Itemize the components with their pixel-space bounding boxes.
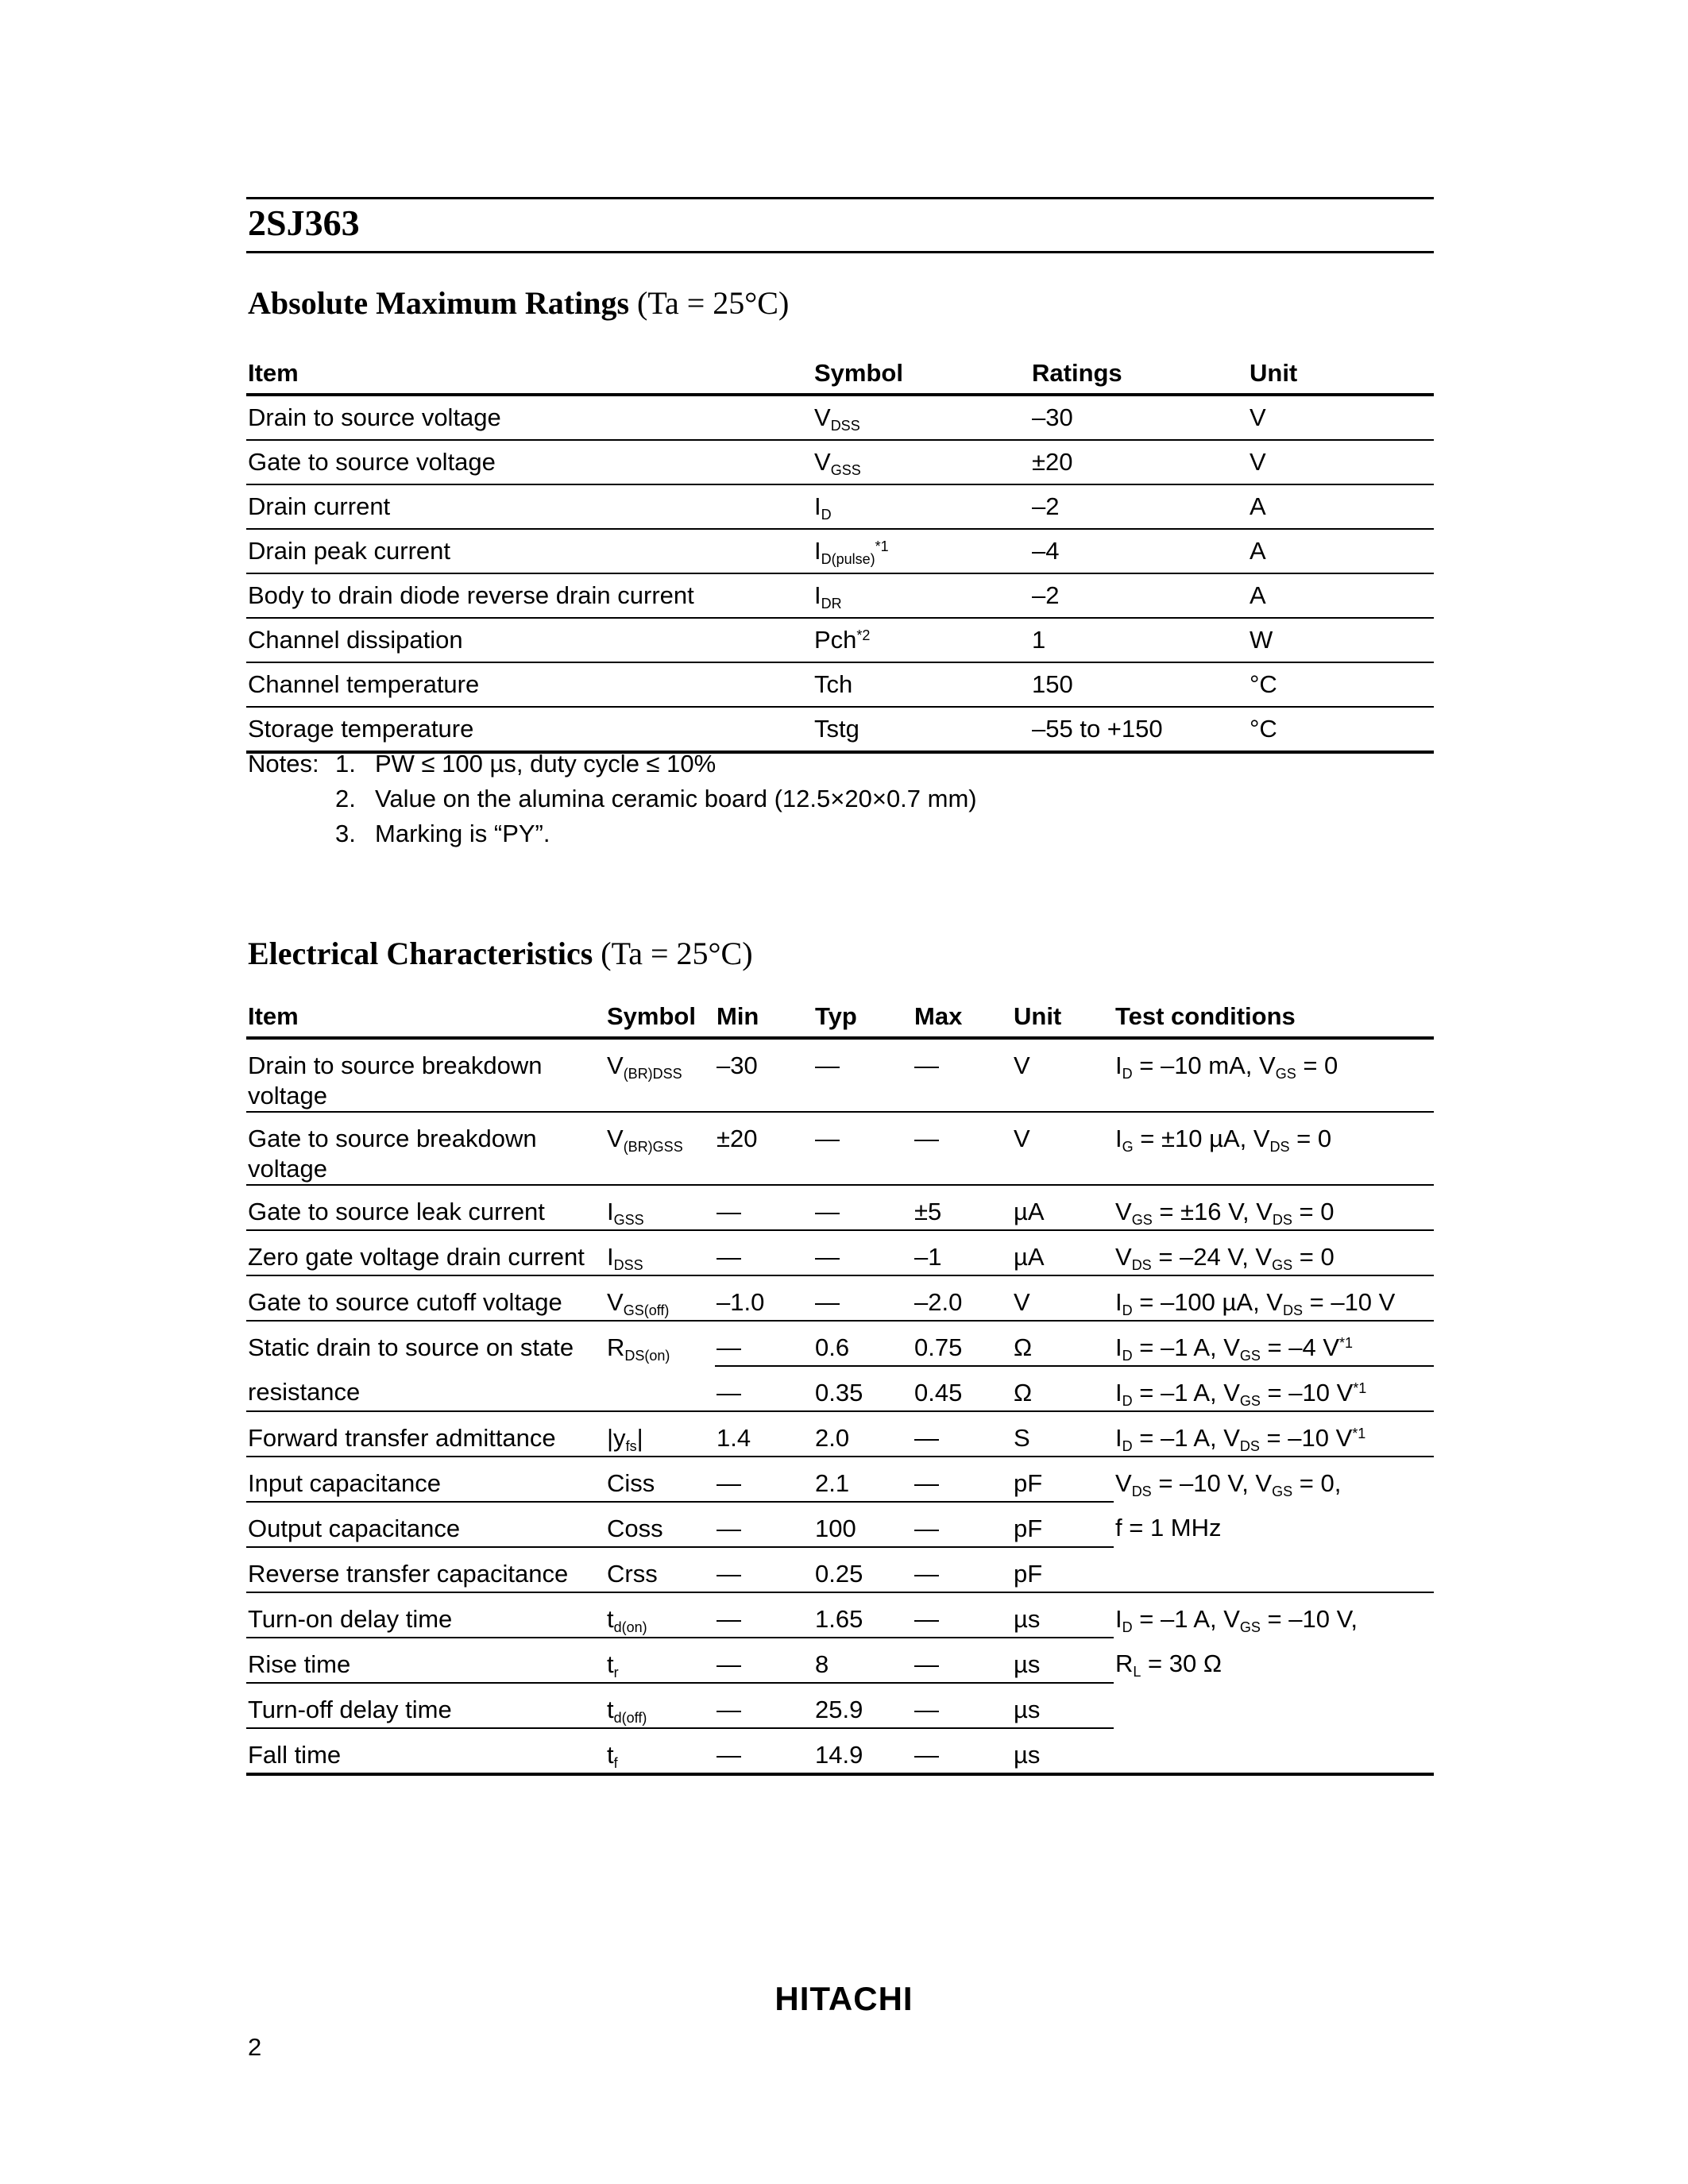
table-row bbox=[246, 1683, 1434, 1728]
cell-min: ±20 bbox=[715, 1112, 813, 1185]
cell-typ: — bbox=[813, 1185, 913, 1230]
cell-max: — bbox=[913, 1502, 1012, 1547]
cell-max: ±5 bbox=[913, 1185, 1012, 1230]
cell-symbol: $V_{(BR)DSS}$ bbox=[605, 1038, 715, 1112]
cell-rating: 1 bbox=[1030, 618, 1248, 662]
cell-item: Drain current bbox=[246, 484, 813, 529]
cell-typ: — bbox=[813, 1230, 913, 1275]
cell-symbol: Tch bbox=[813, 662, 1030, 707]
table-row bbox=[246, 707, 1434, 752]
abs-max-condition: (Ta = 25°C) bbox=[637, 285, 790, 321]
cell-item: Storage temperature bbox=[246, 707, 813, 752]
cell-unit: µs bbox=[1012, 1638, 1114, 1683]
cell-min: — bbox=[715, 1502, 813, 1547]
col-header-test-conditions: Test conditions bbox=[1114, 997, 1434, 1038]
cell-item: Gate to source voltage bbox=[246, 440, 813, 484]
cell-typ: 0.25 bbox=[813, 1547, 913, 1592]
elec-condition: (Ta = 25°C) bbox=[601, 936, 753, 971]
cell-max: — bbox=[913, 1728, 1012, 1774]
note-text: PW ≤ 100 µs, duty cycle ≤ 10% bbox=[375, 750, 717, 778]
cell-typ: — bbox=[813, 1275, 913, 1321]
cell-rating: –2 bbox=[1030, 573, 1248, 618]
cell-unit: W bbox=[1248, 618, 1434, 662]
col-header-symbol: Symbol bbox=[813, 353, 1030, 395]
table-row bbox=[246, 395, 1434, 440]
col-header-min: Min bbox=[715, 997, 813, 1038]
cell-min: — bbox=[715, 1638, 813, 1683]
cell-symbol: $I_{GSS}$ bbox=[605, 1185, 715, 1230]
cell-test-condition: $V_{DS} = -10$ V, $V_{GS} = 0$, bbox=[1115, 1469, 1342, 1499]
cell-unit: Ω bbox=[1012, 1366, 1114, 1411]
cell-unit: S bbox=[1012, 1411, 1114, 1457]
table-header-row bbox=[246, 353, 1434, 395]
cell-symbol: $I_{D(pulse)}^{*1}$ bbox=[813, 529, 1030, 573]
col-header-item: Item bbox=[246, 997, 605, 1038]
cell-symbol: $R_{DS(on)}$ bbox=[607, 1333, 670, 1364]
cell-test-condition: $I_D = -1$ A, $V_{GS} = -10$ $V^{*1}$ bbox=[1114, 1366, 1434, 1411]
cell-symbol: Coss bbox=[605, 1502, 715, 1547]
cell-item: Drain to source voltage bbox=[246, 395, 813, 440]
cell-max: –2.0 bbox=[913, 1275, 1012, 1321]
cell-test-condition bbox=[1114, 1683, 1434, 1728]
cell-unit: V bbox=[1248, 440, 1434, 484]
cell-unit: µA bbox=[1012, 1230, 1114, 1275]
cell-typ: 14.9 bbox=[813, 1728, 913, 1774]
cell-item: Turn-off delay time bbox=[246, 1683, 605, 1728]
cell-symbol: Ciss bbox=[605, 1457, 715, 1502]
cell-typ: 2.0 bbox=[813, 1411, 913, 1457]
cell-max: — bbox=[913, 1592, 1012, 1638]
cell-unit: V bbox=[1012, 1038, 1114, 1112]
cell-item: Turn-on delay time bbox=[246, 1592, 605, 1638]
note-text: Marking is “PY”. bbox=[375, 820, 550, 847]
cell-test-condition bbox=[1114, 1547, 1434, 1592]
cell-unit: µs bbox=[1012, 1683, 1114, 1728]
cell-unit: pF bbox=[1012, 1457, 1114, 1502]
cell-unit: pF bbox=[1012, 1547, 1114, 1592]
table-row bbox=[246, 662, 1434, 707]
cell-item: Fall time bbox=[246, 1728, 605, 1774]
cell-unit: pF bbox=[1012, 1502, 1114, 1547]
cell-min: –1.0 bbox=[715, 1275, 813, 1321]
table-row bbox=[246, 1366, 1434, 1411]
cell-rating: –30 bbox=[1030, 395, 1248, 440]
col-header-max: Max bbox=[913, 997, 1012, 1038]
table-row bbox=[246, 573, 1434, 618]
cell-symbol: $V_{GSS}$ bbox=[813, 440, 1030, 484]
cell-min: 1.4 bbox=[715, 1411, 813, 1457]
cell-min: — bbox=[715, 1728, 813, 1774]
cell-item: Static drain to source on state bbox=[248, 1333, 574, 1361]
cell-test-condition: $I_D = -100$ µA, $V_{DS} = -10$ V bbox=[1114, 1275, 1434, 1321]
col-header-symbol: Symbol bbox=[605, 997, 715, 1038]
table-row bbox=[246, 1728, 1434, 1774]
cell-max: — bbox=[913, 1457, 1012, 1502]
cell-test-condition: $I_D = -1$ A, $V_{GS} = -10$ V, bbox=[1115, 1605, 1358, 1635]
cell-symbol bbox=[605, 1366, 715, 1411]
table-row bbox=[246, 1038, 1434, 1112]
cell-item: Drain to source breakdown voltage bbox=[246, 1038, 605, 1112]
header-bottom-rule bbox=[246, 251, 1434, 253]
cell-item: Gate to source cutoff voltage bbox=[246, 1275, 605, 1321]
table-row bbox=[246, 1321, 1434, 1366]
cell-unit: °C bbox=[1248, 662, 1434, 707]
cell-test-condition: $R_L = 30$ Ω bbox=[1115, 1650, 1223, 1680]
table-row bbox=[246, 1275, 1434, 1321]
cell-max: –1 bbox=[913, 1230, 1012, 1275]
elec-heading bbox=[248, 938, 753, 970]
table-row bbox=[246, 440, 1434, 484]
cell-unit: µs bbox=[1012, 1728, 1114, 1774]
cell-test-condition: $V_{DS} = -24$ V, $V_{GS} = 0$ bbox=[1114, 1230, 1434, 1275]
cell-min: — bbox=[715, 1185, 813, 1230]
cell-min: — bbox=[715, 1230, 813, 1275]
cell-unit: Ω bbox=[1012, 1321, 1114, 1366]
cell-test-condition: $I_G = \pm 10$ µA, $V_{DS} = 0$ bbox=[1114, 1112, 1434, 1185]
abs-max-heading bbox=[248, 287, 789, 319]
cell-max: — bbox=[913, 1547, 1012, 1592]
table-row bbox=[246, 1411, 1434, 1457]
cell-typ: 0.6 bbox=[813, 1321, 913, 1366]
cell-rating: –55 to +150 bbox=[1030, 707, 1248, 752]
table-row bbox=[246, 1547, 1434, 1592]
col-header-unit: Unit bbox=[1248, 353, 1434, 395]
abs-max-table bbox=[246, 353, 1434, 754]
table-row bbox=[246, 1185, 1434, 1230]
cell-symbol: $t_r$ bbox=[605, 1638, 715, 1683]
cell-item: Body to drain diode reverse drain current bbox=[246, 573, 813, 618]
page-number: 2 bbox=[248, 2033, 262, 2061]
table-row bbox=[246, 1457, 1434, 1502]
cell-typ: 0.35 bbox=[813, 1366, 913, 1411]
cell-min: — bbox=[715, 1592, 813, 1638]
cell-unit: V bbox=[1012, 1112, 1114, 1185]
cell-unit: µs bbox=[1012, 1592, 1114, 1638]
note-number: 2. bbox=[335, 785, 356, 812]
col-header-item: Item bbox=[246, 353, 813, 395]
note-text: Value on the alumina ceramic board (12.5×20×0.7 mm) bbox=[375, 785, 977, 812]
table-row bbox=[246, 1112, 1434, 1185]
cell-rating: –2 bbox=[1030, 484, 1248, 529]
cell-symbol: $|y_{fs}|$ bbox=[605, 1411, 715, 1457]
cell-item: Rise time bbox=[246, 1638, 605, 1683]
cell-test-condition bbox=[1114, 1728, 1434, 1774]
cell-unit: µA bbox=[1012, 1185, 1114, 1230]
cell-symbol: $V_{DSS}$ bbox=[813, 395, 1030, 440]
header-top-rule bbox=[246, 197, 1434, 199]
cell-max: — bbox=[913, 1038, 1012, 1112]
table-row bbox=[246, 484, 1434, 529]
cell-max: — bbox=[913, 1683, 1012, 1728]
cell-unit: A bbox=[1248, 529, 1434, 573]
cell-symbol: $t_{d(on)}$ bbox=[605, 1592, 715, 1638]
cell-symbol: $V_{(BR)GSS}$ bbox=[605, 1112, 715, 1185]
cell-min: — bbox=[715, 1683, 813, 1728]
table-row bbox=[246, 1230, 1434, 1275]
table-row bbox=[246, 529, 1434, 573]
table-header-row bbox=[246, 997, 1434, 1038]
cell-min: — bbox=[715, 1321, 813, 1366]
notes-label: Notes: bbox=[248, 750, 319, 778]
cell-unit: A bbox=[1248, 573, 1434, 618]
note-number: 3. bbox=[335, 820, 356, 847]
hitachi-logo: HITACHI bbox=[774, 1980, 914, 2017]
cell-max: 0.75 bbox=[913, 1321, 1012, 1366]
cell-unit: V bbox=[1012, 1275, 1114, 1321]
cell-item: Channel dissipation bbox=[246, 618, 813, 662]
cell-typ: 8 bbox=[813, 1638, 913, 1683]
cell-min: — bbox=[715, 1547, 813, 1592]
cell-min: –30 bbox=[715, 1038, 813, 1112]
col-header-unit: Unit bbox=[1012, 997, 1114, 1038]
cell-rating: 150 bbox=[1030, 662, 1248, 707]
note-number: 1. bbox=[335, 750, 356, 778]
cell-min: — bbox=[715, 1366, 813, 1411]
cell-symbol: $I_{DR}$ bbox=[813, 573, 1030, 618]
cell-item: resistance bbox=[246, 1366, 605, 1411]
cell-symbol: Pch$^{*2}$ bbox=[813, 618, 1030, 662]
cell-test-condition: f = 1 MHz bbox=[1115, 1514, 1222, 1542]
cell-item: Drain peak current bbox=[246, 529, 813, 573]
cell-test-condition: $I_D = -1$ A, $V_{DS} = -10$ $V^{*1}$ bbox=[1114, 1411, 1434, 1457]
table-row bbox=[246, 1592, 1434, 1638]
cell-item: Gate to source breakdown voltage bbox=[246, 1112, 605, 1185]
cell-typ: 100 bbox=[813, 1502, 913, 1547]
cell-symbol: $t_f$ bbox=[605, 1728, 715, 1774]
part-number-title: 2SJ363 bbox=[248, 203, 360, 243]
col-header-ratings: Ratings bbox=[1030, 353, 1248, 395]
abs-max-title: Absolute Maximum Ratings bbox=[248, 285, 630, 321]
cell-typ: — bbox=[813, 1112, 913, 1185]
cell-symbol: $I_D$ bbox=[813, 484, 1030, 529]
cell-item: Reverse transfer capacitance bbox=[246, 1547, 605, 1592]
table-row bbox=[246, 1638, 1434, 1683]
cell-test-condition: $V_{GS} = \pm 16$ V, $V_{DS} = 0$ bbox=[1114, 1185, 1434, 1230]
col-header-typ: Typ bbox=[813, 997, 913, 1038]
cell-test-condition: $I_D = -1$ A, $V_{GS} = -4$ $V^{*1}$ bbox=[1114, 1321, 1434, 1366]
cell-symbol: $I_{DSS}$ bbox=[605, 1230, 715, 1275]
cell-typ: — bbox=[813, 1038, 913, 1112]
cell-item: Channel temperature bbox=[246, 662, 813, 707]
cell-max: — bbox=[913, 1638, 1012, 1683]
cell-item: Input capacitance bbox=[246, 1457, 605, 1502]
cell-symbol: Tstg bbox=[813, 707, 1030, 752]
elec-title: Electrical Characteristics bbox=[248, 936, 593, 971]
cell-item: Gate to source leak current bbox=[246, 1185, 605, 1230]
cell-item: Output capacitance bbox=[246, 1502, 605, 1547]
cell-test-condition: $I_D = -10$ mA, $V_{GS} = 0$ bbox=[1114, 1038, 1434, 1112]
cell-item: Forward transfer admittance bbox=[246, 1411, 605, 1457]
cell-typ: 25.9 bbox=[813, 1683, 913, 1728]
cell-symbol: $t_{d(off)}$ bbox=[605, 1683, 715, 1728]
table-row bbox=[246, 1502, 1434, 1547]
cell-symbol: $V_{GS(off)}$ bbox=[605, 1275, 715, 1321]
cell-max: — bbox=[913, 1112, 1012, 1185]
cell-typ: 2.1 bbox=[813, 1457, 913, 1502]
cell-unit: A bbox=[1248, 484, 1434, 529]
cell-typ: 1.65 bbox=[813, 1592, 913, 1638]
cell-rating: ±20 bbox=[1030, 440, 1248, 484]
cell-rating: –4 bbox=[1030, 529, 1248, 573]
cell-unit: °C bbox=[1248, 707, 1434, 752]
cell-unit: V bbox=[1248, 395, 1434, 440]
table-row bbox=[246, 618, 1434, 662]
cell-symbol: Crss bbox=[605, 1547, 715, 1592]
elec-table bbox=[246, 997, 1434, 1776]
cell-max: — bbox=[913, 1411, 1012, 1457]
cell-min: — bbox=[715, 1457, 813, 1502]
cell-max: 0.45 bbox=[913, 1366, 1012, 1411]
cell-item: Zero gate voltage drain current bbox=[246, 1230, 605, 1275]
